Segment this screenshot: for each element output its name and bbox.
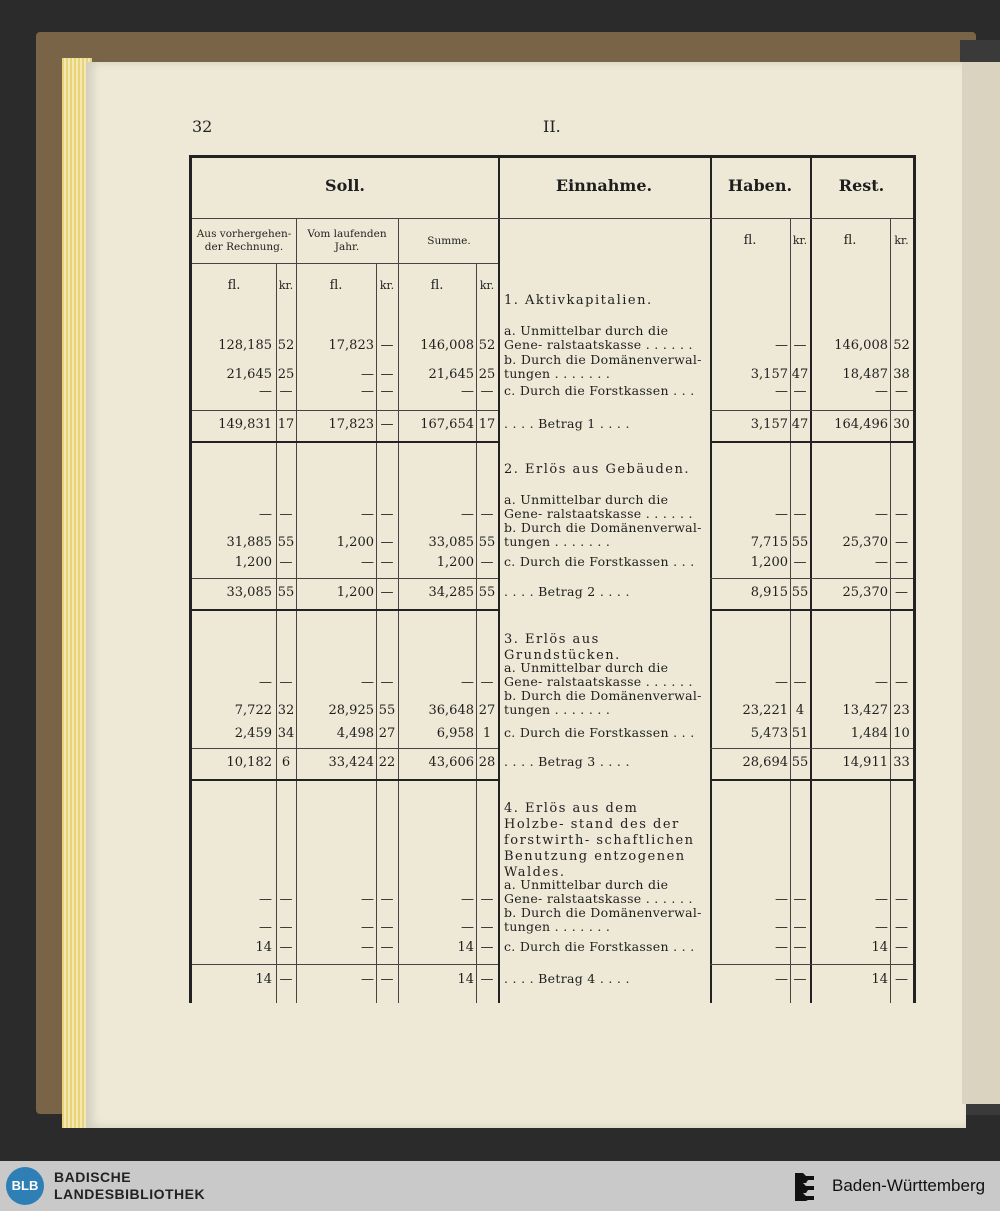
cell-c3: 4,498 <box>336 726 374 741</box>
cell-c6: — <box>480 675 494 690</box>
page-section-number: II. <box>543 117 561 136</box>
cell-h1: 1,200 <box>750 555 788 570</box>
cell-h2: 51 <box>791 726 809 741</box>
cell-c2: 52 <box>277 338 295 353</box>
entry-description: c. Durch die Forstkassen . . . <box>504 554 695 569</box>
cell-r1: — <box>875 555 888 570</box>
total-r1: 14,911 <box>842 755 888 770</box>
cell-c6: — <box>480 940 494 955</box>
header-rest: Rest. <box>838 176 885 195</box>
cell-c1: — <box>259 892 272 907</box>
cell-c6: — <box>480 555 494 570</box>
cell-r1: 1,484 <box>850 726 888 741</box>
section-end-rule <box>192 609 498 611</box>
header-rule <box>192 218 498 219</box>
cell-r1: — <box>875 920 888 935</box>
cell-h2: — <box>793 338 807 353</box>
unit-fl: fl. <box>743 233 757 248</box>
cell-r2: 10 <box>893 726 910 741</box>
total-rule <box>192 964 498 965</box>
cell-r1: 14 <box>871 940 888 955</box>
cell-c2: — <box>279 507 293 522</box>
cell-c6: 25 <box>478 367 496 382</box>
total-r1: 25,370 <box>842 585 888 600</box>
bw-lions-icon <box>792 1170 820 1202</box>
cell-c6: 52 <box>478 338 496 353</box>
cell-r1: — <box>875 675 888 690</box>
cell-c5: — <box>461 384 474 399</box>
entry-description: b. Durch die Domänenverwal- tungen . . . . . . . <box>504 905 702 934</box>
cell-c4: 27 <box>378 726 396 741</box>
unit-kr: kr. <box>894 234 909 247</box>
total-c2: — <box>279 972 293 987</box>
cell-c5: — <box>461 507 474 522</box>
cell-h2: — <box>793 555 807 570</box>
cell-c5: 33,085 <box>428 535 474 550</box>
facing-page <box>962 62 1000 1104</box>
entry-description: c. Durch die Forstkassen . . . <box>504 725 695 740</box>
section-heading: 3. Erlös aus Grundstücken. <box>504 632 621 663</box>
blb-name-line2: LANDESBIBLIOTHEK <box>54 1186 206 1202</box>
footer-bar <box>0 1161 1000 1211</box>
cell-h1: — <box>775 892 788 907</box>
cell-h1: 23,221 <box>742 703 788 718</box>
col-divider <box>810 158 812 1003</box>
cell-c1: — <box>259 920 272 935</box>
cell-r2: 38 <box>893 367 910 382</box>
unit-kr: kr. <box>792 234 808 247</box>
header-rule <box>192 263 498 264</box>
cell-r1: 146,008 <box>834 338 888 353</box>
col-divider <box>498 158 500 1003</box>
cell-h1: — <box>775 384 788 399</box>
header-summe: Summe. <box>427 235 471 247</box>
total-h2: — <box>793 972 807 987</box>
cell-c1: 14 <box>255 940 272 955</box>
cell-c4: 55 <box>378 703 396 718</box>
cell-h1: — <box>775 675 788 690</box>
cell-c1: — <box>259 675 272 690</box>
total-rule <box>192 578 498 579</box>
cell-c2: 25 <box>277 367 295 382</box>
cell-h2: — <box>793 507 807 522</box>
cell-r1: — <box>875 507 888 522</box>
cell-h2: 55 <box>791 535 809 550</box>
cell-h2: — <box>793 675 807 690</box>
cell-c2: 34 <box>277 726 295 741</box>
total-c4: — <box>380 585 394 600</box>
total-rule <box>192 748 498 749</box>
cell-c3: — <box>361 940 374 955</box>
total-c3: — <box>361 972 374 987</box>
cell-c1: — <box>259 384 272 399</box>
cell-c4: — <box>380 555 394 570</box>
cell-c1: 1,200 <box>234 555 272 570</box>
total-c3: 17,823 <box>328 417 374 432</box>
cell-r2: — <box>895 920 908 935</box>
cell-c4: — <box>380 535 394 550</box>
cell-h1: 3,157 <box>750 367 788 382</box>
section-heading: 1. Aktivkapitalien. <box>504 293 653 308</box>
header-soll: Soll. <box>325 176 365 195</box>
cell-h1: — <box>775 920 788 935</box>
entry-description: b. Durch die Domänenverwal- tungen . . . . . . . <box>504 688 702 717</box>
cell-c3: — <box>361 367 374 382</box>
cell-c2: 55 <box>277 535 295 550</box>
total-r2: — <box>895 585 908 600</box>
section-end-rule <box>192 441 498 443</box>
section-heading: 4. Erlös aus dem Holzbe- stand des der forstwirth- schaftlichen Benutzung entzogenen Waldes. <box>504 801 695 880</box>
total-h2: 55 <box>791 755 809 770</box>
cell-h2: — <box>793 892 807 907</box>
cell-c6: 55 <box>478 535 496 550</box>
entry-description: a. Unmittelbar durch die Gene- ralstaatskasse . . . . . . <box>504 492 693 521</box>
total-r2: — <box>895 972 908 987</box>
total-rule <box>710 410 913 411</box>
unit-fl: fl. <box>843 233 857 248</box>
cell-c5: 36,648 <box>428 703 474 718</box>
page-number: 32 <box>192 117 213 136</box>
cell-h1: — <box>775 507 788 522</box>
total-label: . . . . Betrag 4 . . . . <box>504 971 630 986</box>
header-aus-vorhergehender: Aus vorhergehen- der Rechnung. <box>196 228 292 253</box>
total-rule <box>710 748 913 749</box>
cell-c4: — <box>380 675 394 690</box>
total-h1: 28,694 <box>742 755 788 770</box>
cell-c2: — <box>279 384 293 399</box>
cell-c1: 7,722 <box>234 703 272 718</box>
cell-h1: 7,715 <box>750 535 788 550</box>
header-rule <box>710 218 913 219</box>
entry-description: c. Durch die Forstkassen . . . <box>504 939 695 954</box>
total-c6: 17 <box>478 417 496 432</box>
total-c6: — <box>480 972 494 987</box>
total-r1: 164,496 <box>834 417 888 432</box>
cell-c3: — <box>361 675 374 690</box>
cell-c4: — <box>380 920 394 935</box>
cell-c1: 128,185 <box>218 338 272 353</box>
total-r2: 30 <box>893 417 910 432</box>
cell-r2: — <box>895 507 908 522</box>
cell-c1: — <box>259 507 272 522</box>
cell-c3: — <box>361 555 374 570</box>
cell-h2: — <box>793 940 807 955</box>
total-r2: 33 <box>893 755 910 770</box>
cell-c5: 14 <box>457 940 474 955</box>
section-end-rule <box>710 779 913 781</box>
unit-fl: fl. <box>430 278 444 293</box>
section-end-rule <box>192 779 498 781</box>
cell-c5: 21,645 <box>428 367 474 382</box>
total-rule <box>710 964 913 965</box>
cell-c2: — <box>279 920 293 935</box>
cell-c6: — <box>480 507 494 522</box>
header-rule <box>498 218 710 219</box>
total-c4: 22 <box>378 755 396 770</box>
cell-c5: — <box>461 675 474 690</box>
cell-c1: 2,459 <box>234 726 272 741</box>
entry-description: c. Durch die Forstkassen . . . <box>504 383 695 398</box>
bw-name[interactable]: Baden-Württemberg <box>832 1176 986 1195</box>
cell-c6: 27 <box>478 703 496 718</box>
cell-c4: — <box>380 338 394 353</box>
total-c1: 10,182 <box>226 755 272 770</box>
blb-name-line1: BADISCHE <box>54 1169 132 1185</box>
cell-r2: — <box>895 555 908 570</box>
total-h1: 3,157 <box>750 417 788 432</box>
unit-fl: fl. <box>329 278 343 293</box>
total-c2: 6 <box>281 755 291 770</box>
cell-c4: — <box>380 367 394 382</box>
entry-description: a. Unmittelbar durch die Gene- ralstaatskasse . . . . . . <box>504 323 693 352</box>
cell-c4: — <box>380 507 394 522</box>
total-label: . . . . Betrag 3 . . . . <box>504 754 630 769</box>
total-label: . . . . Betrag 2 . . . . <box>504 584 630 599</box>
section-end-rule <box>710 609 913 611</box>
cell-c6: 1 <box>482 726 492 741</box>
cell-c5: — <box>461 920 474 935</box>
header-einnahme: Einnahme. <box>555 176 653 195</box>
cell-c4: — <box>380 940 394 955</box>
cell-h1: 5,473 <box>750 726 788 741</box>
section-end-rule <box>710 441 913 443</box>
cell-r2: 52 <box>893 338 910 353</box>
cell-h1: — <box>775 338 788 353</box>
total-c6: 55 <box>478 585 496 600</box>
total-label: . . . . Betrag 1 . . . . <box>504 416 630 431</box>
cell-c2: — <box>279 892 293 907</box>
cell-r2: — <box>895 535 908 550</box>
cell-r1: 13,427 <box>842 703 888 718</box>
cell-c4: — <box>380 892 394 907</box>
unit-fl: fl. <box>227 278 241 293</box>
cell-r1: — <box>875 892 888 907</box>
cell-c3: — <box>361 384 374 399</box>
total-h1: — <box>775 972 788 987</box>
cell-r1: — <box>875 384 888 399</box>
cell-c5: 1,200 <box>436 555 474 570</box>
cell-c5: — <box>461 892 474 907</box>
cell-c6: — <box>480 384 494 399</box>
cell-h2: 4 <box>795 703 805 718</box>
total-c2: 55 <box>277 585 295 600</box>
total-r1: 14 <box>871 972 888 987</box>
cell-c2: — <box>279 675 293 690</box>
total-h2: 55 <box>791 585 809 600</box>
total-c1: 149,831 <box>218 417 272 432</box>
total-c3: 1,200 <box>336 585 374 600</box>
total-c5: 167,654 <box>420 417 474 432</box>
cell-h2: — <box>793 920 807 935</box>
entry-description: b. Durch die Domänenverwal- tungen . . . . . . . <box>504 520 702 549</box>
cell-c2: 32 <box>277 703 295 718</box>
total-c3: 33,424 <box>328 755 374 770</box>
total-c1: 14 <box>255 972 272 987</box>
cell-c3: — <box>361 920 374 935</box>
section-heading: 2. Erlös aus Gebäuden. <box>504 462 690 477</box>
cell-r1: 25,370 <box>842 535 888 550</box>
total-h1: 8,915 <box>750 585 788 600</box>
cell-r2: — <box>895 892 908 907</box>
cell-c6: — <box>480 920 494 935</box>
cell-h1: — <box>775 940 788 955</box>
blb-name[interactable] <box>54 1169 205 1203</box>
cell-r2: — <box>895 384 908 399</box>
cell-c3: — <box>361 507 374 522</box>
cell-c5: 6,958 <box>436 726 474 741</box>
total-c5: 14 <box>457 972 474 987</box>
col-divider <box>710 158 712 1003</box>
cell-c5: 146,008 <box>420 338 474 353</box>
total-c5: 43,606 <box>428 755 474 770</box>
total-c1: 33,085 <box>226 585 272 600</box>
total-rule <box>710 578 913 579</box>
total-c5: 34,285 <box>428 585 474 600</box>
cell-r2: — <box>895 940 908 955</box>
cell-r2: — <box>895 675 908 690</box>
cell-c3: 1,200 <box>336 535 374 550</box>
blb-logo[interactable]: BLB <box>6 1167 44 1205</box>
cell-c1: 31,885 <box>226 535 272 550</box>
total-h2: 47 <box>791 417 809 432</box>
total-c6: 28 <box>478 755 496 770</box>
unit-kr: kr. <box>278 279 294 292</box>
unit-kr: kr. <box>479 279 495 292</box>
cell-r1: 18,487 <box>842 367 888 382</box>
cell-c3: 28,925 <box>328 703 374 718</box>
cell-c2: — <box>279 940 293 955</box>
cell-r2: 23 <box>893 703 910 718</box>
entry-description: a. Unmittelbar durch die Gene- ralstaatskasse . . . . . . <box>504 877 693 906</box>
total-rule <box>192 410 498 411</box>
total-c4: — <box>380 972 394 987</box>
cell-c4: — <box>380 384 394 399</box>
total-c4: — <box>380 417 394 432</box>
cell-h2: 47 <box>791 367 809 382</box>
header-haben: Haben. <box>727 176 793 195</box>
cell-h2: — <box>793 384 807 399</box>
cell-c2: — <box>279 555 293 570</box>
cell-c3: 17,823 <box>328 338 374 353</box>
cell-c6: — <box>480 892 494 907</box>
cell-c3: — <box>361 892 374 907</box>
entry-description: a. Unmittelbar durch die Gene- ralstaatskasse . . . . . . <box>504 660 693 689</box>
total-c2: 17 <box>277 417 295 432</box>
cell-c1: 21,645 <box>226 367 272 382</box>
header-vom-laufenden: Vom laufenden Jahr. <box>307 228 387 253</box>
ledger-table <box>189 155 916 1003</box>
entry-description: b. Durch die Domänenverwal- tungen . . . . . . . <box>504 352 702 381</box>
unit-kr: kr. <box>379 279 395 292</box>
